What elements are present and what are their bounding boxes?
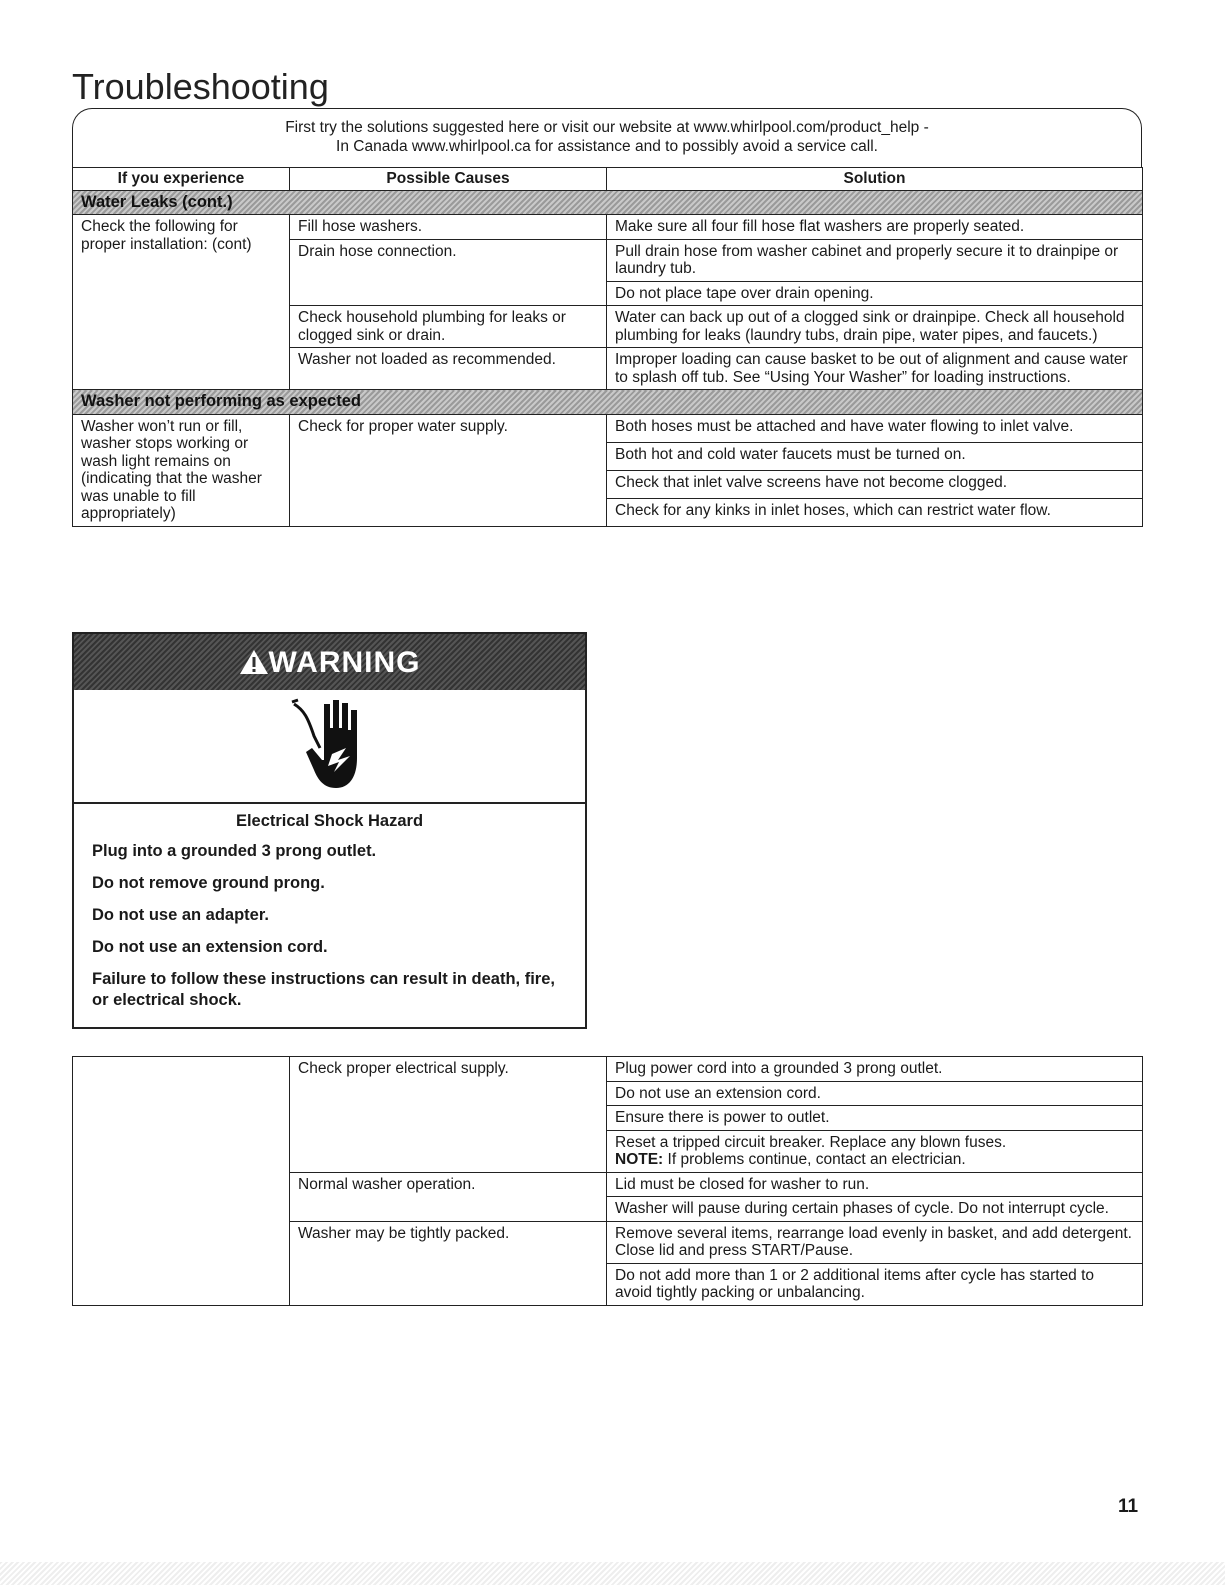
cause-cell: Check for proper water supply. xyxy=(290,414,607,526)
table-row xyxy=(73,1057,1143,1082)
header-solution: Solution xyxy=(607,168,1143,191)
note-text: If problems continue, contact an electrician. xyxy=(663,1151,966,1168)
note-label: NOTE: xyxy=(615,1151,664,1168)
solution-cell: Do not add more than 1 or 2 additional items after cycle has started to avoid tightly packing or unbalancing. xyxy=(607,1263,1143,1305)
warning-header xyxy=(74,634,585,690)
scan-edge-strip xyxy=(0,1562,1225,1585)
solution-cell: Lid must be closed for washer to run. xyxy=(607,1172,1143,1197)
warning-line: Failure to follow these instructions can result in death, fire, or electrical shock. xyxy=(92,970,555,1009)
warning-line: Do not use an extension cord. xyxy=(92,938,328,956)
cause-cell: Washer not loaded as recommended. xyxy=(290,348,607,390)
solution-cell: Check for any kinks in inlet hoses, which can restrict water flow. xyxy=(607,498,1143,526)
cause-cell: Check household plumbing for leaks or clogged sink or drain. xyxy=(290,306,607,348)
header-causes: Possible Causes xyxy=(290,168,607,191)
intro-line-2: In Canada www.whirlpool.ca for assistance and to possibly avoid a service call. xyxy=(336,138,878,155)
warning-line: Do not use an adapter. xyxy=(92,906,269,924)
breaker-text: Reset a tripped circuit breaker. Replace any blown fuses. xyxy=(615,1133,1007,1151)
cause-cell: Washer may be tightly packed. xyxy=(290,1221,607,1305)
solution-cell: Both hoses must be attached and have water flowing to inlet valve. xyxy=(607,414,1143,442)
table-row xyxy=(73,215,1143,240)
solution-cell: Washer will pause during certain phases of cycle. Do not interrupt cycle. xyxy=(607,1197,1143,1222)
warning-body xyxy=(74,804,585,1011)
solution-cell: Pull drain hose from washer cabinet and properly secure it to drainpipe or laundry tub. xyxy=(607,239,1143,281)
solution-cell: Do not use an extension cord. xyxy=(607,1081,1143,1106)
experience-cell: Check the following for proper installation: (cont) xyxy=(73,215,290,390)
experience-cell: Washer won’t run or fill, washer stops working or wash light remains on (indicating that the washer was unable to fill appropriately) xyxy=(73,414,290,526)
table-header-row xyxy=(73,168,1143,191)
electric-shock-hand-icon xyxy=(284,696,374,796)
page-title: Troubleshooting xyxy=(72,66,329,107)
cause-cell: Check proper electrical supply. xyxy=(290,1057,607,1173)
intro-text xyxy=(72,118,1142,156)
solution-cell xyxy=(607,1130,1143,1172)
header-experience: If you experience xyxy=(73,168,290,191)
cause-cell: Drain hose connection. xyxy=(290,239,607,306)
table-row xyxy=(73,414,1143,442)
solution-cell: Do not place tape over drain opening. xyxy=(607,281,1143,306)
section-row-not-performing xyxy=(73,390,1143,415)
solution-cell: Check that inlet valve screens have not become clogged. xyxy=(607,470,1143,498)
solution-cell: Ensure there is power to outlet. xyxy=(607,1106,1143,1131)
solution-cell: Remove several items, rearrange load evenly in basket, and add detergent. Close lid and press START/Pause. xyxy=(607,1221,1143,1263)
solution-cell: Improper loading can cause basket to be out of alignment and cause water to splash off tub. See “Using Your Washer” for loading instructions. xyxy=(607,348,1143,390)
section-row-water-leaks xyxy=(73,190,1143,215)
warning-heading: WARNING xyxy=(268,646,421,679)
solution-cell: Plug power cord into a grounded 3 prong outlet. xyxy=(607,1057,1143,1082)
warning-triangle-icon xyxy=(239,649,269,675)
cause-cell: Fill hose washers. xyxy=(290,215,607,240)
solution-cell: Make sure all four fill hose flat washers are properly seated. xyxy=(607,215,1143,240)
section-title-water-leaks: Water Leaks (cont.) xyxy=(73,190,1143,215)
intro-line-1: First try the solutions suggested here or visit our website at www.whirlpool.com/product_help - xyxy=(285,119,929,136)
shock-hazard-area xyxy=(74,690,585,804)
troubleshooting-table-continued xyxy=(72,1056,1143,1306)
troubleshooting-table xyxy=(72,167,1143,527)
hazard-title: Electrical Shock Hazard xyxy=(235,812,424,830)
warning-line: Plug into a grounded 3 prong outlet. xyxy=(92,842,377,860)
section-title-not-performing: Washer not performing as expected xyxy=(73,390,1143,415)
solution-cell: Water can back up out of a clogged sink or drainpipe. Check all household plumbing for leaks (laundry tubs, drain pipe, water pipes, and faucets.) xyxy=(607,306,1143,348)
warning-box xyxy=(72,632,587,1029)
experience-cell-empty xyxy=(73,1057,290,1306)
warning-line: Do not remove ground prong. xyxy=(92,874,325,892)
page-number: 11 xyxy=(1118,1496,1139,1517)
cause-cell: Normal washer operation. xyxy=(290,1172,607,1221)
solution-cell: Both hot and cold water faucets must be turned on. xyxy=(607,442,1143,470)
